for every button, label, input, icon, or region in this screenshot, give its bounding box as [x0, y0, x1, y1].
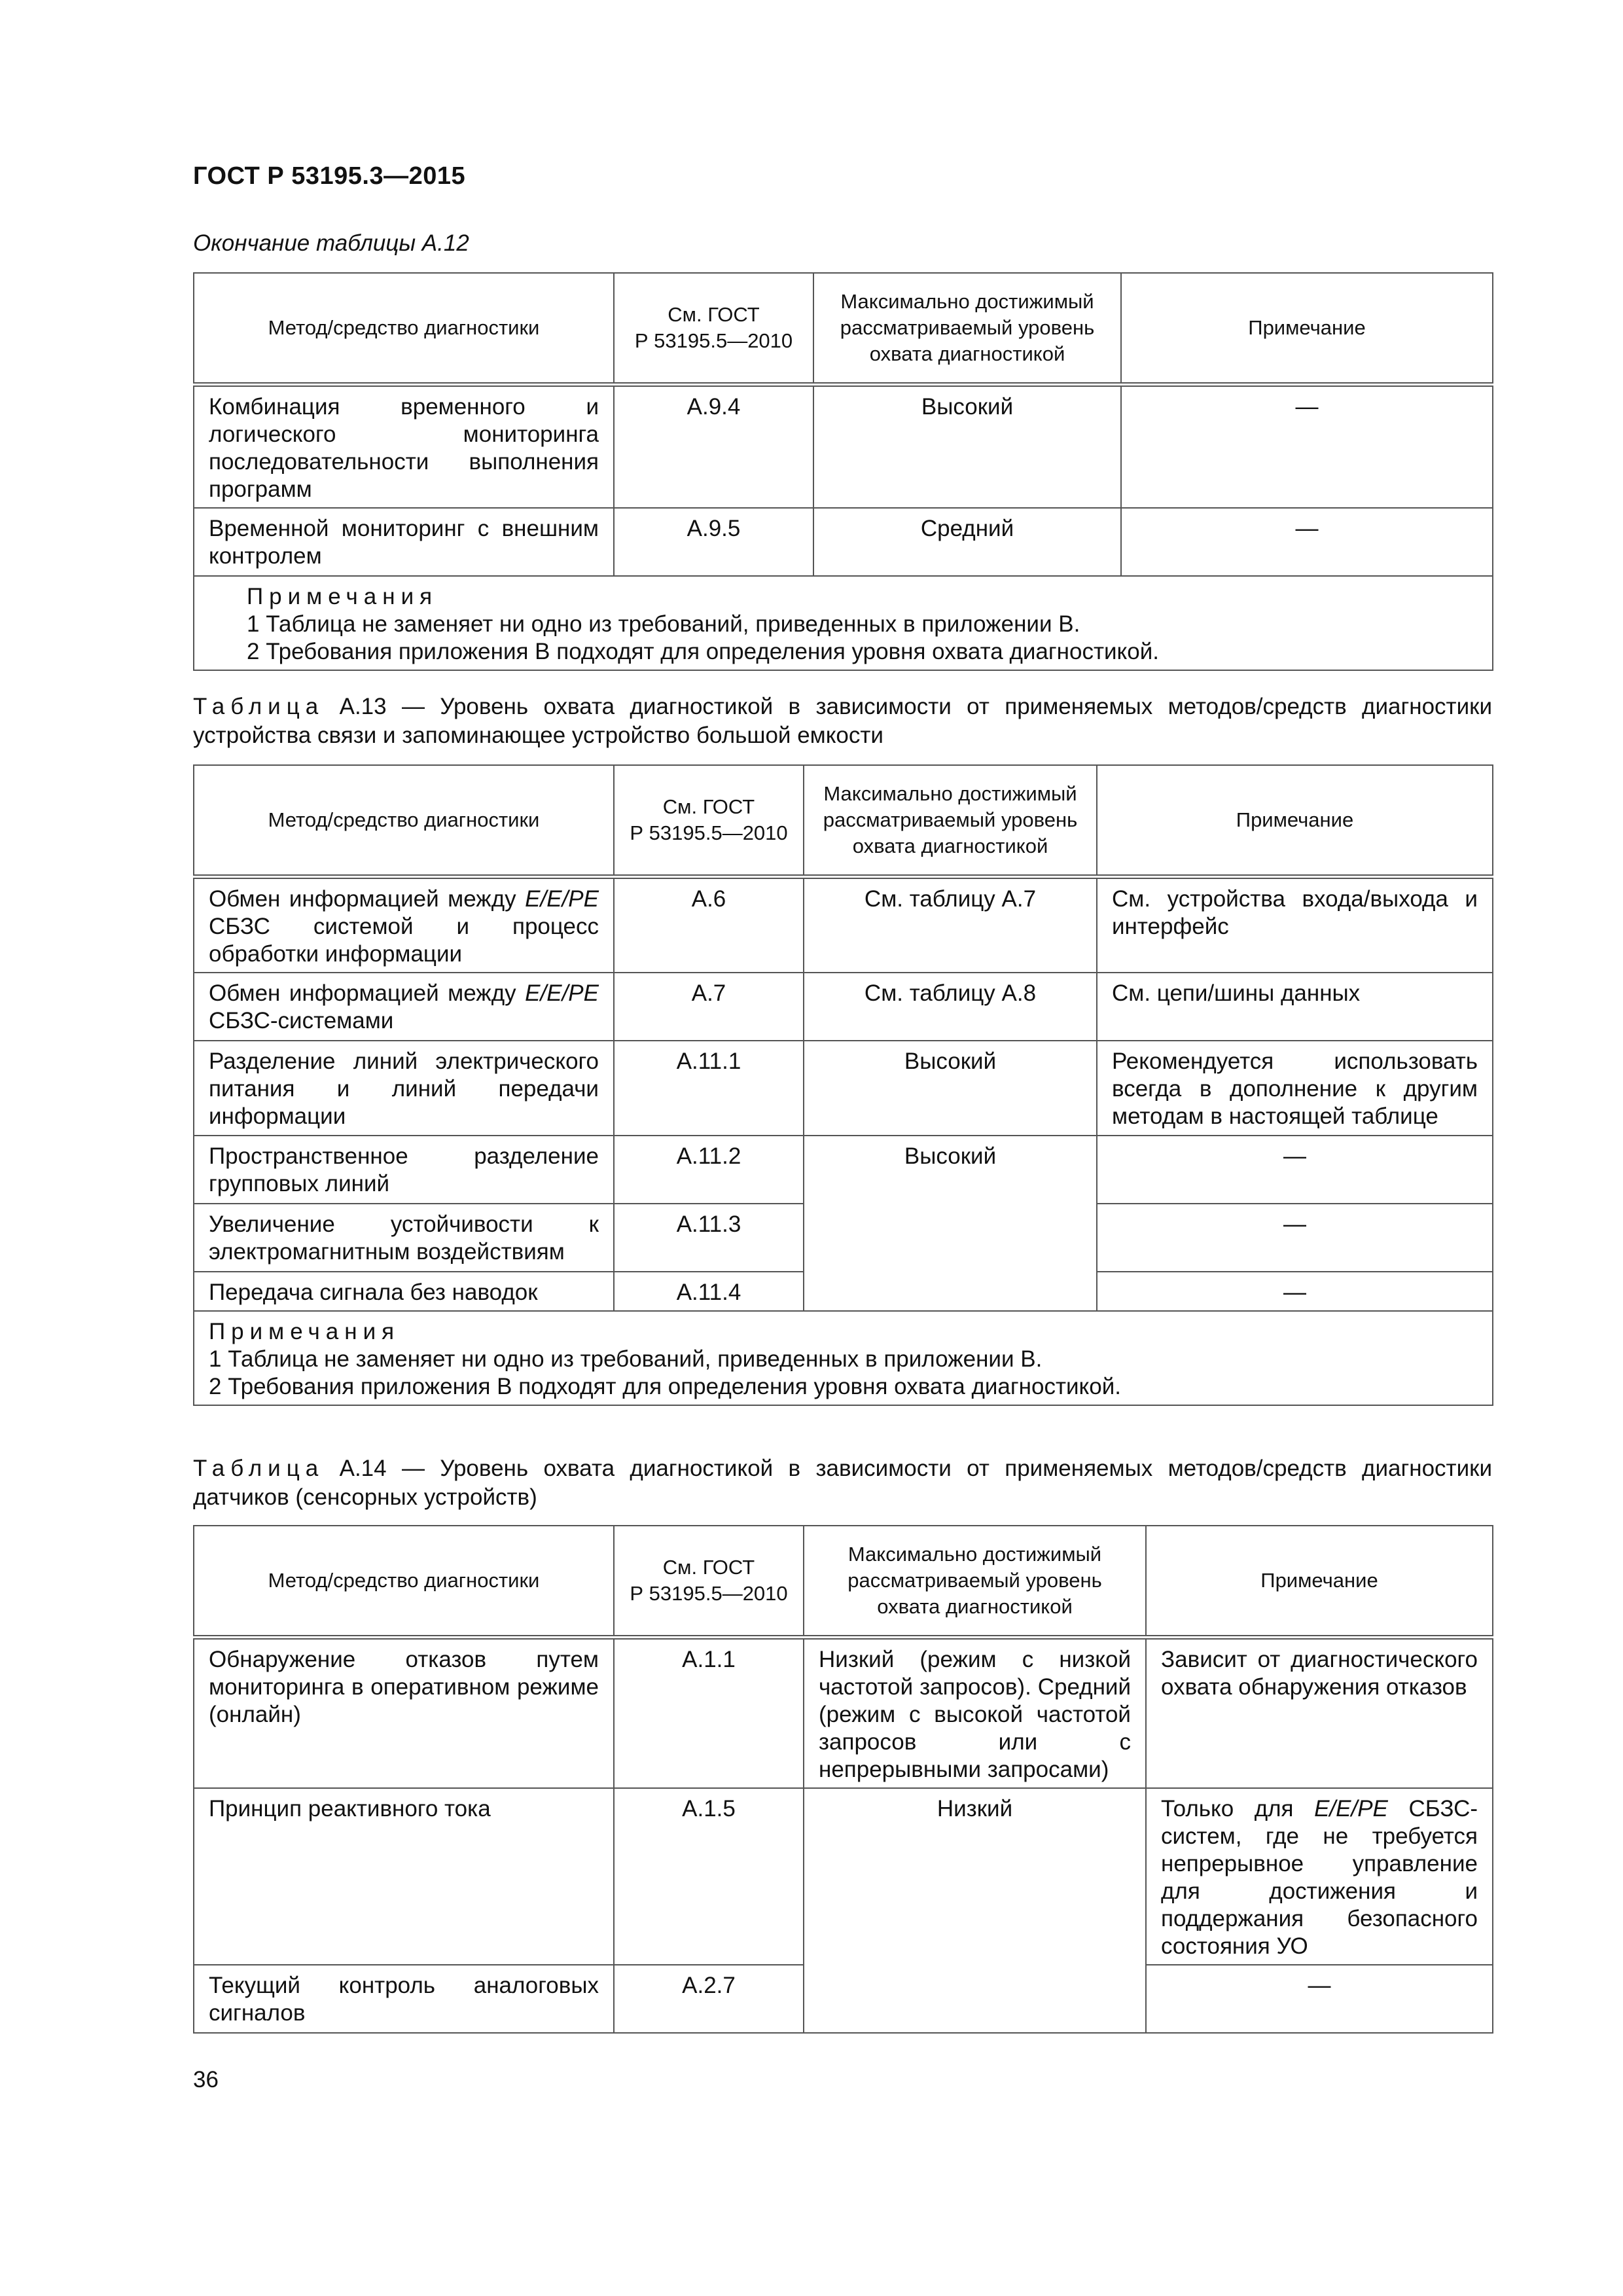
note-cell: —	[1121, 508, 1493, 576]
method-cell: Временной мониторинг с внешним контролем	[194, 508, 614, 576]
table-a12	[193, 272, 1493, 671]
note-cell: —	[1097, 1136, 1493, 1204]
col-ref-header: См. ГОСТ Р 53195.5—2010	[614, 765, 804, 876]
level-cell: Низкий (режим с низкой частотой запросов). Средний (режим с высокой частотой запросов или с непрерывными запросами)	[804, 1637, 1146, 1788]
level-cell-merged: Высокий	[804, 1136, 1097, 1311]
ref-cell: A.2.7	[614, 1965, 804, 2033]
note-cell: Только для E/E/PE СБЗС-систем, где не требуется непрерывное управление для достижения и поддержания безопасного состояния УО	[1146, 1788, 1493, 1965]
level-cell: Средний	[813, 508, 1121, 576]
note-2: 2 Требования приложения В подходят для определения уровня охвата диагностикой.	[209, 1373, 1121, 1399]
col-method-header: Метод/средство диагностики	[194, 273, 614, 384]
page-number: 36	[193, 2067, 219, 2092]
level-cell: См. таблицу А.7	[804, 876, 1097, 973]
table-row	[194, 508, 1493, 576]
ref-cell: A.11.3	[614, 1204, 804, 1272]
notes-row	[194, 1311, 1493, 1405]
ref-cell: A.1.5	[614, 1788, 804, 1965]
col-method-header: Метод/средство диагностики	[194, 765, 614, 876]
col-level-header: Максимально достижимый рассматриваемый уровень охвата диагностикой	[804, 1526, 1146, 1637]
note-cell: См. устройства входа/выхода и интерфейс	[1097, 876, 1493, 973]
table-a14-caption: Таблица А.14 — Уровень охвата диагностикой в зависимости от применяемых методов/средств диагностики датчиков (сенсорных устройств)	[193, 1456, 1492, 1510]
table-row	[194, 1637, 1493, 1788]
note-cell: Зависит от диагностического охвата обнаружения отказов	[1146, 1637, 1493, 1788]
note-1: 1 Таблица не заменяет ни одно из требований, приведенных в приложении В.	[247, 611, 1080, 637]
note-cell: —	[1097, 1204, 1493, 1272]
col-note-header: Примечание	[1097, 765, 1493, 876]
note-cell: —	[1097, 1272, 1493, 1311]
table-a12-caption: Окончание таблицы А.12	[193, 230, 469, 256]
level-cell-merged: Низкий	[804, 1788, 1146, 2033]
table-row	[194, 1041, 1493, 1136]
col-note-header: Примечание	[1121, 273, 1493, 384]
ref-cell: A.11.2	[614, 1136, 804, 1204]
table-a13-caption: Таблица А.13 — Уровень охвата диагностикой в зависимости от применяемых методов/средств диагностики устройства связи и запоминающее устройство большой емкости	[193, 694, 1492, 748]
col-level-header: Максимально достижимый рассматриваемый уровень охвата диагностикой	[804, 765, 1097, 876]
method-cell: Текущий контроль аналоговых сигналов	[194, 1965, 614, 2033]
table-row	[194, 973, 1493, 1041]
table-row	[194, 1136, 1493, 1204]
notes-title: Примечания	[209, 1318, 401, 1344]
level-cell: См. таблицу А.8	[804, 973, 1097, 1041]
level-cell: Высокий	[804, 1041, 1097, 1136]
method-cell: Разделение линий электрического питания и линий передачи информации	[194, 1041, 614, 1136]
table-row	[194, 876, 1493, 973]
note-cell: —	[1146, 1965, 1493, 2033]
note-2: 2 Требования приложения В подходят для определения уровня охвата диагностикой.	[247, 638, 1159, 664]
table-row	[194, 1788, 1493, 1965]
col-ref-header: См. ГОСТ Р 53195.5—2010	[614, 273, 813, 384]
notes-row	[194, 576, 1493, 670]
table-a13	[193, 764, 1493, 1406]
method-cell: Увеличение устойчивости к электромагнитным воздействиям	[194, 1204, 614, 1272]
method-cell: Обмен информацией между E/E/PE СБЗС системой и процесс обработки информации	[194, 876, 614, 973]
level-cell: Высокий	[813, 384, 1121, 508]
notes-cell	[194, 1311, 1493, 1405]
method-cell: Пространственное разделение групповых линий	[194, 1136, 614, 1204]
ref-cell: A.7	[614, 973, 804, 1041]
note-1: 1 Таблица не заменяет ни одно из требований, приведенных в приложении В.	[209, 1346, 1043, 1372]
method-cell: Передача сигнала без наводок	[194, 1272, 614, 1311]
ref-cell: A.9.5	[614, 508, 813, 576]
notes-title: Примечания	[247, 583, 438, 609]
note-cell: См. цепи/шины данных	[1097, 973, 1493, 1041]
table-a14	[193, 1525, 1493, 2034]
method-cell: Обнаружение отказов путем мониторинга в оперативном режиме (онлайн)	[194, 1637, 614, 1788]
ref-cell: A.9.4	[614, 384, 813, 508]
method-cell: Комбинация временного и логического мониторинга последовательности выполнения программ	[194, 384, 614, 508]
col-note-header: Примечание	[1146, 1526, 1493, 1637]
col-method-header: Метод/средство диагностики	[194, 1526, 614, 1637]
method-cell: Обмен информацией между E/E/PE СБЗС-системами	[194, 973, 614, 1041]
note-cell: —	[1121, 384, 1493, 508]
ref-cell: A.11.4	[614, 1272, 804, 1311]
standard-code: ГОСТ Р 53195.3—2015	[193, 162, 466, 190]
ref-cell: A.1.1	[614, 1637, 804, 1788]
ref-cell: A.6	[614, 876, 804, 973]
table-row	[194, 384, 1493, 508]
ref-cell: A.11.1	[614, 1041, 804, 1136]
notes-cell	[194, 576, 1493, 670]
note-cell: Рекомендуется использовать всегда в дополнение к другим методам в настоящей таблице	[1097, 1041, 1493, 1136]
col-level-header: Максимально достижимый рассматриваемый уровень охвата диагностикой	[813, 273, 1121, 384]
col-ref-header: См. ГОСТ Р 53195.5—2010	[614, 1526, 804, 1637]
method-cell: Принцип реактивного тока	[194, 1788, 614, 1965]
